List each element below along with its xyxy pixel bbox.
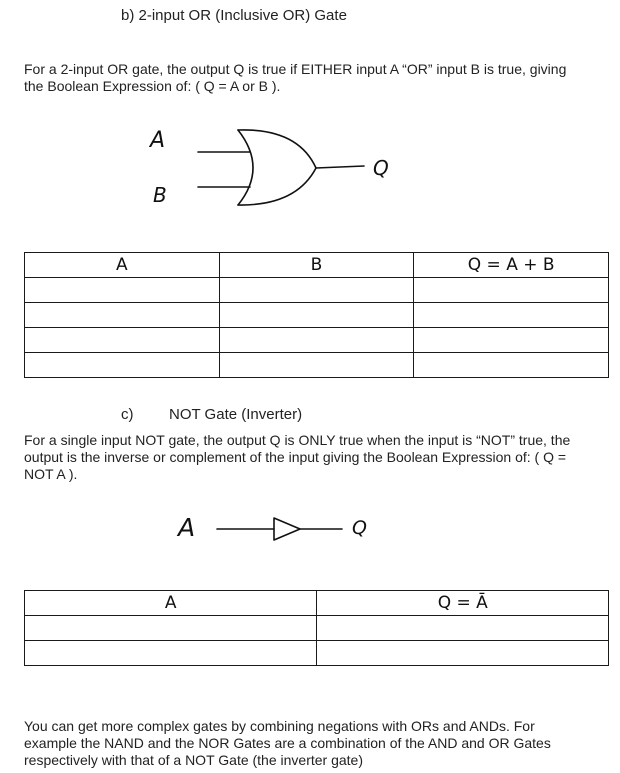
table-cell [25,616,317,641]
closing-line-1: You can get more complex gates by combining negations with ORs and ANDs. For [24,718,535,734]
not-table-header-a: A [25,591,317,616]
not-input-a-label: A [178,513,196,542]
or-input-b-label: B [153,183,167,207]
table-row [25,616,609,641]
table-cell [25,641,317,666]
not-table-header-q: Q = Ā [317,591,609,616]
or-gate-heading: b) 2-input OR (Inclusive OR) Gate [121,7,347,24]
or-output-q-label: Q [373,156,389,180]
or-table-header-q: Q = A + B [414,253,609,278]
closing-line-3: respectively with that of a NOT Gate (the inverter gate) [24,752,364,768]
not-gate-heading: NOT Gate (Inverter) [169,406,303,423]
or-table-header-a: A [25,253,220,278]
not-gate-marker: c) [121,406,134,423]
not-gate-description-line-3: NOT A ). [24,466,78,482]
table-cell [317,641,609,666]
not-gate-description-line-1: For a single input NOT gate, the output Q is ONLY true when the input is “NOT” true, the [24,432,571,448]
or-input-a-label: A [150,128,166,153]
or-gate-description-line-2: the Boolean Expression of: ( Q = A or B ). [24,78,281,94]
not-gate-description-line-2: output is the inverse or complement of the input giving the Boolean Expression of: ( Q = [24,449,567,465]
closing-line-2: example the NAND and the NOR Gates are a combination of the AND and OR Gates [24,735,551,751]
table-header-row [25,591,609,616]
or-gate-description-line-1: For a 2-input OR gate, the output Q is true if EITHER input A “OR” input B is true, giving [24,61,567,77]
not-output-q-label: Q [352,517,367,539]
or-table-header-b: B [219,253,414,278]
table-cell [317,616,609,641]
table-row [25,641,609,666]
not-gate-triangle [274,518,300,540]
not-truth-table [24,590,609,666]
